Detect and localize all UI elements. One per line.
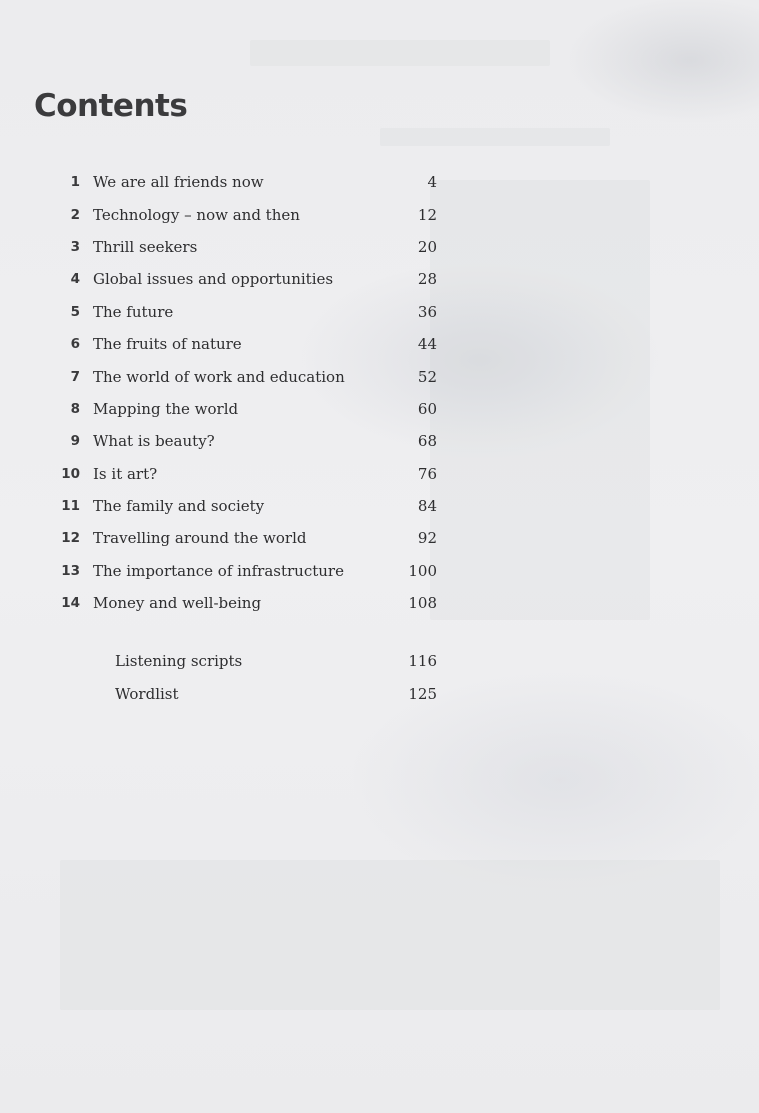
unit-title: Money and well-being	[93, 594, 262, 613]
back-matter-title: Wordlist	[115, 684, 179, 703]
page-number: 108	[408, 594, 437, 613]
unit-title: Mapping the world	[93, 399, 239, 418]
unit-number: 3	[70, 238, 80, 255]
unit-title: The family and society	[93, 497, 265, 516]
unit-number: 11	[61, 498, 80, 515]
unit-number: 7	[70, 368, 80, 385]
page-number: 52	[417, 367, 437, 386]
contents-entry	[58, 458, 448, 490]
page-number: 92	[417, 529, 437, 548]
contents-entry	[58, 198, 448, 230]
unit-title: Thrill seekers	[93, 237, 198, 256]
unit-number: 8	[70, 400, 80, 417]
contents-list	[58, 166, 448, 619]
show-through-block	[250, 40, 550, 66]
page-number: 4	[427, 173, 437, 192]
page-title: Contents	[34, 88, 188, 124]
unit-title: Global issues and opportunities	[93, 270, 334, 289]
back-matter-list	[58, 645, 448, 710]
back-matter-entry	[58, 677, 448, 709]
unit-title: The world of work and education	[93, 367, 345, 386]
page-number: 28	[417, 270, 437, 289]
unit-number: 10	[61, 465, 80, 482]
contents-entry	[58, 166, 448, 198]
page-number: 100	[408, 561, 437, 580]
page-number: 44	[417, 335, 437, 354]
page-number: 36	[417, 302, 437, 321]
unit-title: Is it art?	[93, 464, 158, 483]
unit-title: Technology – now and then	[93, 205, 300, 224]
contents-entry	[58, 490, 448, 522]
contents-entry	[58, 231, 448, 263]
unit-number: 4	[70, 271, 80, 288]
contents-entry	[58, 555, 448, 587]
page-number: 116	[408, 652, 437, 671]
page-number: 60	[417, 399, 437, 418]
unit-title: What is beauty?	[93, 432, 215, 451]
unit-title: Travelling around the world	[93, 529, 307, 548]
page-number: 12	[417, 205, 437, 224]
unit-number: 14	[61, 595, 80, 612]
contents-entry	[58, 522, 448, 554]
unit-title: The fruits of nature	[93, 335, 242, 354]
unit-title: The future	[93, 302, 174, 321]
page-number: 20	[417, 237, 437, 256]
unit-number: 1	[70, 174, 80, 191]
unit-number: 5	[70, 303, 80, 320]
page-number: 84	[417, 497, 437, 516]
back-matter-title: Listening scripts	[115, 652, 243, 671]
page-number: 76	[417, 464, 437, 483]
contents-entry	[58, 360, 448, 392]
contents-entry	[58, 393, 448, 425]
show-through-block	[380, 128, 610, 146]
unit-number: 2	[70, 206, 80, 223]
contents-entry	[58, 587, 448, 619]
unit-number: 13	[61, 562, 80, 579]
contents-entry	[58, 263, 448, 295]
page-number: 125	[408, 684, 437, 703]
page-number: 68	[417, 432, 437, 451]
unit-title: We are all friends now	[93, 173, 264, 192]
unit-title: The importance of infrastructure	[93, 561, 344, 580]
contents-entry	[58, 296, 448, 328]
show-through-block	[430, 180, 650, 620]
back-matter-entry	[58, 645, 448, 677]
show-through-block	[60, 860, 720, 1010]
contents-entry	[58, 328, 448, 360]
contents-entry	[58, 425, 448, 457]
unit-number: 6	[70, 336, 80, 353]
unit-number: 9	[70, 433, 80, 450]
unit-number: 12	[61, 530, 80, 547]
